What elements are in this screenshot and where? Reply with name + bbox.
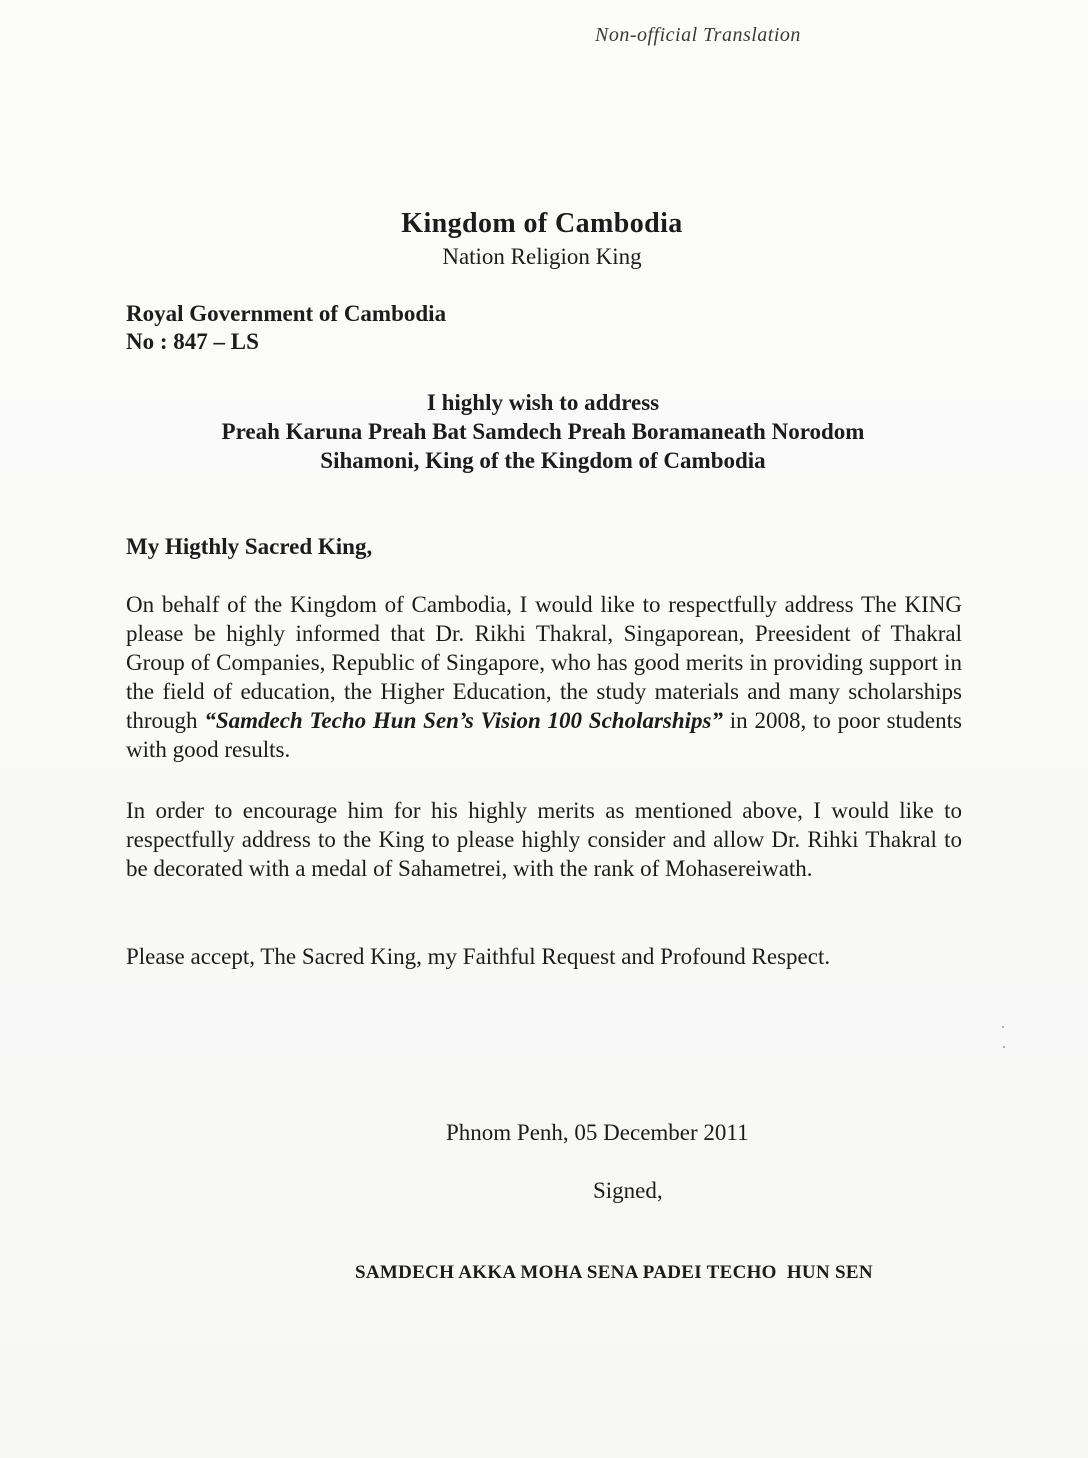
paper-speck xyxy=(1002,1026,1004,1028)
government-block xyxy=(126,300,446,356)
paragraph-2: In order to encourage him for his highly merits as mentioned above, I would like to respectfully address to the King to please highly consider and allow Dr. Rihki Thakral to be decorated with a medal of Sahametrei, with the rank of Mohasereiwath. xyxy=(126,798,962,881)
kingdom-motto: Nation Religion King xyxy=(442,244,642,269)
paragraph-3: Please accept, The Sacred King, my Faithful Request and Profound Respect. xyxy=(126,944,831,969)
reference-number: No : 847 – LS xyxy=(126,329,259,354)
paragraph-1-text: On behalf of the Kingdom of Cambodia, I would like to respectfully address The KING please be highly informed that Dr. Rikhi Thakral, Singaporean, Preesident of Thakral Group of Companies, Republic of Singapore, who has good merits in providing support in the field of education, the Higher Education, the study materials and many scholarships through xyxy=(126,592,962,733)
translation-note: Non-official Translation xyxy=(595,24,801,46)
place-date: Phnom Penh, 05 December 2011 xyxy=(446,1120,749,1145)
government-name: Royal Government of Cambodia xyxy=(126,301,447,326)
paragraph-1-tail: in 2008, to poor students with good results. xyxy=(126,708,962,762)
signed-label: Signed, xyxy=(593,1178,663,1203)
salutation: My Higthly Sacred King, xyxy=(126,534,373,559)
address-line-3: Sihamoni, King of the Kingdom of Cambodia xyxy=(320,448,766,473)
paragraph-1 xyxy=(126,590,962,764)
signatory-name: SAMDECH AKKA MOHA SENA PADEI TECHO HUN SEN xyxy=(355,1262,873,1283)
address-line-1: I highly wish to address xyxy=(426,390,660,415)
paper-speck xyxy=(1003,1046,1005,1048)
address-block xyxy=(100,388,986,475)
kingdom-title: Kingdom of Cambodia xyxy=(401,208,683,239)
scholarship-name: “Samdech Techo Hun Sen’s Vision 100 Scholarships” xyxy=(204,708,724,733)
address-line-2: Preah Karuna Preah Bat Samdech Preah Boramaneath Norodom xyxy=(221,419,865,444)
letter-header xyxy=(0,206,1088,272)
